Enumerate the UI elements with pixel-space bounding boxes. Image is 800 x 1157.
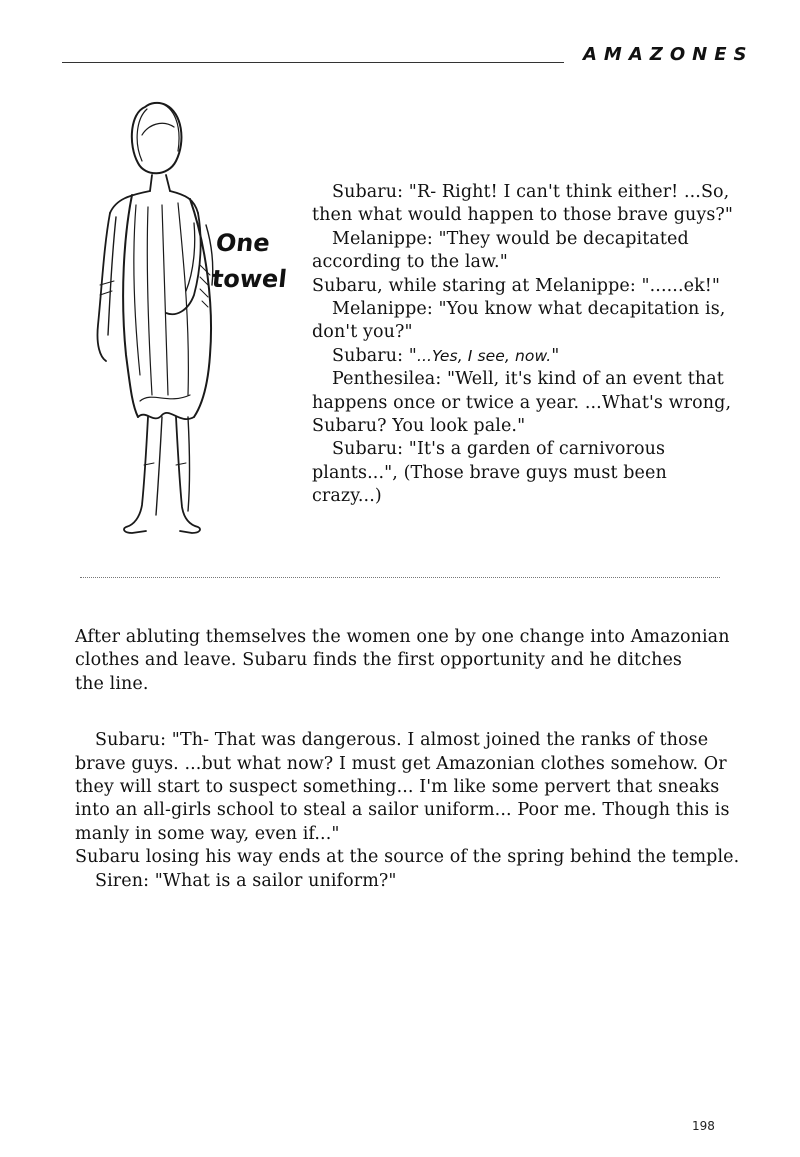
- dialogue-line: Subaru? You look pale.": [312, 416, 526, 437]
- narrative-block: [75, 626, 755, 893]
- dialogue-line: don't you?": [312, 322, 413, 343]
- narrative-line: the line.: [75, 673, 149, 694]
- running-header-title: AMAZONES: [583, 44, 754, 65]
- narrative-line: Siren: "What is a sailor uniform?": [95, 870, 397, 891]
- dialogue-line: according to the law.": [312, 252, 508, 273]
- dialogue-line: Melanippe: "They would be decapitated: [332, 228, 689, 249]
- narrative-line: brave guys. ...but what now? I must get Amazonian clothes somehow. Or: [75, 753, 727, 774]
- sketch-label-towel: towel: [210, 265, 289, 293]
- dialogue-line: happens once or twice a year. ...What's wrong,: [312, 392, 732, 413]
- dialogue-line: plants...", (Those brave guys must been: [312, 462, 667, 483]
- dialogue-line: Subaru: "R- Right! I can't think either! ...So,: [332, 182, 730, 202]
- sketch-label-one: One: [214, 229, 272, 257]
- figure-sketch-illustration: [90, 95, 290, 550]
- dialogue-line: [312, 345, 752, 368]
- dialogue-line: Melanippe: "You know what decapitation is,: [332, 299, 726, 320]
- dialogue-line: Subaru: "It's a garden of carnivorous: [332, 439, 666, 460]
- dialogue-line: Penthesilea: "Well, it's kind of an event that: [332, 369, 724, 390]
- dialogue-line: then what would happen to those brave guys?": [312, 205, 734, 226]
- narrative-line: into an all-girls school to steal a sailor uniform... Poor me. Though this is: [75, 800, 730, 821]
- narrative-line: After abluting themselves the women one by one change into Amazonian: [75, 627, 730, 647]
- dialogue-line: Subaru, while staring at Melanippe: "......ek!": [312, 275, 721, 296]
- dialogue-line-end: ": [551, 345, 560, 366]
- narrative-line: manly in some way, even if...": [75, 823, 340, 844]
- narrative-line: they will start to suspect something... I'm like some pervert that sneaks: [75, 777, 720, 798]
- narrative-line: Subaru: "Th- That was dangerous. I almost joined the ranks of those: [95, 730, 709, 751]
- narrative-line: clothes and leave. Subaru finds the first opportunity and he ditches: [75, 650, 682, 671]
- dialogue-line-start: Subaru: ": [332, 345, 417, 366]
- dialogue-block: [312, 181, 752, 509]
- section-divider: [80, 577, 720, 578]
- header-rule: [62, 62, 564, 63]
- paragraph-gap: [75, 696, 755, 729]
- dialogue-line: crazy...): [312, 486, 382, 507]
- page-number: 198: [692, 1119, 715, 1133]
- dialogue-italic-phrase: ...Yes, I see, now.: [416, 346, 552, 365]
- narrative-line: Subaru losing his way ends at the source of the spring behind the temple.: [75, 847, 740, 868]
